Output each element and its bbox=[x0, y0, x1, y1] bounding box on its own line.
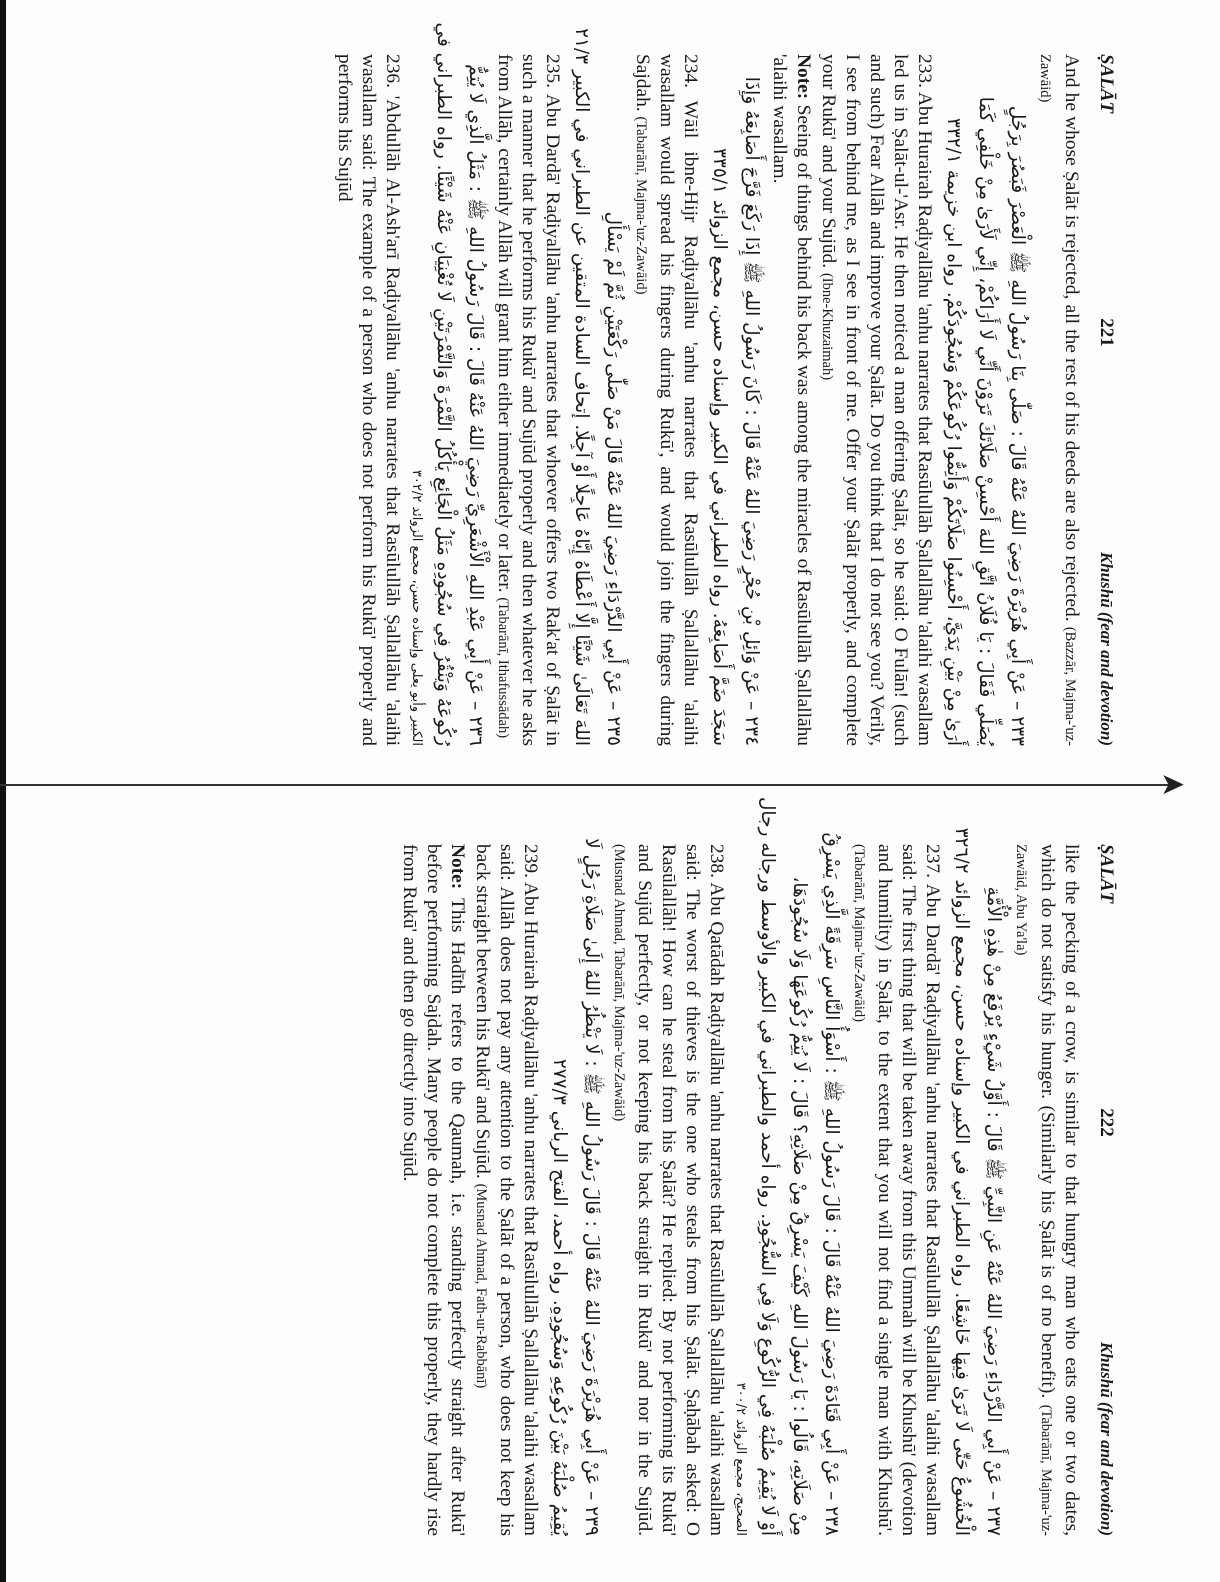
reference: (Musnad Ahmad, Fath-ur-Rabbānī) bbox=[473, 1183, 489, 1389]
arabic-source: الصحيح، مجمع الزوائد ٣٠٠/٢ bbox=[733, 1382, 748, 1536]
reference: (Tabarānī, Ithafussādah) bbox=[495, 597, 511, 739]
arabic-text: اللهَ تَعَالَىٰ شَيْئًا إِلَّا أَعْطَاهُ إِيَّاهُ عَاجِلًا أَوْ آجِلًا. إتحاف السادة المتقين عن الطبراني في الكبير ٢١/٣ bbox=[571, 28, 592, 746]
translation: 235. Abu Dardā' Raḍiyallāhu 'anhu narrates that whoever offers two Rak'at of Ṣalāt in such a manner that he performs his Rukū' and Sujūd properly and then whatever he asks from Allāh, certainly Allāh will grant him either immediately or later. (Tabarānī, Ithafussādah) bbox=[494, 54, 563, 747]
fold-arrow-icon: ➤ bbox=[1160, 767, 1186, 802]
arabic-text: سَجَدَ ضَمَّ أَصَابِعَهُ. رواه الطبراني في الكبير وإسناده حسن، مجمع الزوائد ٣٣٥/١ bbox=[709, 147, 730, 746]
arabic-text: يُصَلِّي فَقَالَ : يَا فُلَانُ اتَّقِ اللهَ أَحْسِنْ صَلَاتَكَ تَرَوْنَ أَنِّي لَا أَرَاكُمْ، إِنِّي لَأَرَىٰ مِنْ خَلْفِي كَمَا bbox=[975, 96, 996, 746]
section-title: Khushū (fear and devotion) bbox=[1097, 1341, 1116, 1536]
arabic-text: ٢٣٨ – عَنْ أَبِي قَتَادَةَ رَضِيَ اللهُ عَنْهُ قَالَ : قَالَ رَسُولُ اللهِ ﷺ : أَسْوَأُ النَّاسِ سَرِقَةً الَّذِي يَسْرِقُ bbox=[821, 832, 842, 1536]
running-head bbox=[1093, 844, 1117, 1536]
arabic-text: أَرَىٰ مِنْ بَيْنِ يَدَيَّ، أَحْسِنُوا صَلَاتَكُمْ وَأَتِمُّوا رُكُوعَكُمْ وَسُجُودَكُمْ. رواه ابن خزيمة ٣٣٢/١ bbox=[943, 117, 964, 746]
page-number: 222 bbox=[1096, 1108, 1117, 1137]
reference: (Musnad Ahmad, Tabarānī, Majma-'uz-Zawāid) bbox=[611, 844, 627, 1122]
arabic-text: ٢٣٦ – عَنْ أَبِي عَبْدِ اللهِ الْأَشْعَرِيِّ رَضِيَ اللهُ عَنْهُ قَالَ : قَالَ رَسُولُ اللهِ ﷺ : مَثَلُ الَّذِي لَا يُتِمُّ bbox=[465, 64, 486, 746]
hadith-236 bbox=[332, 22, 490, 746]
note: Note: Seeing of things behind his back was among the miracles of Rasūlullāh Ṣallallāhu 'alaihi wasallam. bbox=[769, 54, 814, 747]
reference: (Ibne-Khuzaimah) bbox=[819, 272, 835, 381]
intro-paragraph: And he whose Ṣalāt is rejected, all the rest of his deeds are also rejected. (Bazzār, Majma-'uz-Zawāid) bbox=[1037, 54, 1082, 746]
translation: 234. Wāil ibne-Hijr Raḍiyallāhu 'anhu narrates that Rasūlullāh Ṣallallāhu 'alaihi wasallam would spread his fingers during Rukū', and would join the fingers during Sajdah. (Tabarānī, Majma-'uz-Zawāid) bbox=[632, 54, 701, 746]
hadith-235 bbox=[491, 28, 628, 747]
arabic-text: أَوْ لَا يُقِيمُ صُلْبَهُ فِي الرُّكُوعِ وَلَا فِي السُّجُودِ. رواه أحمد والطبراني في الكبير والأوسط ورجاله رجال bbox=[757, 796, 778, 1536]
section-title: Khushū (fear and devotion) bbox=[1097, 551, 1116, 746]
translation: 238. Abu Qatādah Raḍiyallāhu 'anhu narrates that Rasūlullāh Ṣallallāhu 'alaihi wasallam said: The worst of thieves is the one who steals from his Ṣalāt. Ṣaḥābah asked: O Rasūlallāh! How can he steal from his Ṣalāt? He replied: By not performing its Rukū' and Sujūd perfectly, or not keeping his back straight in Rukū' and nor in the Sujūd. (Musnad Ahmad, Tabarānī, Majma-'uz-Zawāid) bbox=[611, 844, 727, 1536]
arabic-text: يُقِيمُ صُلْبَهُ بَيْنَ رُكُوعِهِ وَسُجُودِهِ. رواه أحمد، الفتح الرباني ٢٧٧/٣ bbox=[549, 1058, 570, 1536]
reference: (Tabarānī, Majma-'uz-Zawāid, Abu Ya'la) bbox=[1013, 844, 1054, 1536]
reference: (Tabarānī, Majma-'uz-Zawāid) bbox=[633, 116, 649, 295]
translation: 237. Abu Dardā' Raḍiyallāhu 'anhu narrates that Rasūlullāh Ṣallallāhu 'alaihi wasallam said: The first thing that will be taken away from this Ummah will be Khushū' (devotion and humility) in Ṣalāt, to the extent that you will not find a single man with Khushū'. (Tabarānī, Majma-'uz-Zawāid) bbox=[851, 844, 943, 1536]
arabic-text: مِنْ صَلَاتِهِ، قَالُوا : يَا رَسُولَ اللهِ كَيْفَ يَسْرِقُ مِنْ صَلَاتِهِ؟ قَالَ : لَا يُتِمُّ رُكُوعَهَا وَلَا سُجُودَهَا، bbox=[789, 876, 810, 1536]
chapter-title: ṢALĀT bbox=[1096, 54, 1117, 114]
book-page-222 bbox=[0, 796, 1125, 1580]
hadith-238 bbox=[607, 796, 846, 1536]
hadith-234 bbox=[629, 54, 766, 746]
note: Note: This Hadīth refers to the Qaumah, i.e. standing perfectly straight after Rukū' before performing Sajdah. Many people do not complete this properly, they hardly rise from Rukū' and then go directly into Sujūd. bbox=[399, 844, 468, 1537]
reference: (Bazzār, Majma-'uz-Zawāid) bbox=[1037, 54, 1078, 746]
reference: (Tabarānī, Majma-'uz-Zawāid) bbox=[851, 844, 867, 1022]
arabic-text: ٢٣٧ – عَنْ أَبِي الدَّرْدَاءِ رَضِيَ اللهُ عَنْهُ عَنِ النَّبِيِّ ﷺ قَالَ : أَوَّلُ شَيْءٍ يُرْفَعُ مِنْ هٰذِهِ الْأُمَّةِ bbox=[983, 886, 1004, 1536]
running-head bbox=[1093, 54, 1117, 746]
arabic-text: رُكُوعَهُ وَيَنْقُرُ فِي سُجُودِهِ مَثَلُ الْجَائِعِ يَأْكُلُ التَّمْرَةَ وَالتَّمْرَتَيْنِ لَا تُغْنِيَانِ عَنْهُ شَيْئًا. رواه الطبراني في bbox=[433, 22, 454, 746]
arabic-text: ٢٣٩ – عَنْ أَبِي هُرَيْرَةَ رَضِيَ اللهُ عَنْهُ قَالَ : قَالَ رَسُولُ اللهِ ﷺ : لَا يَنْظُرُ اللهُ إِلَىٰ صَلَاةِ رَجُلٍ لَا bbox=[581, 838, 602, 1536]
book-page-221 bbox=[0, 10, 1125, 790]
hadith-237 bbox=[847, 827, 1008, 1536]
translation: 239. Abu Hurairah Raḍiyallāhu 'anhu narrates that Rasūlullāh Ṣallallāhu 'alaihi wasallam said: Allāh does not pay any attention to the Ṣalāt of a person, who does not keep his back straight between his Rukū' and Sujūd. (Musnad Ahmad, Fath-ur-Rabbānī) bbox=[472, 844, 541, 1537]
arabic-text: ٢٣٣ – عَنْ أَبِي هُرَيْرَةَ رَضِيَ اللهُ عَنْهُ قَالَ : صَلّٰى بِنَا رَسُولُ اللهِ ﷺ الْعَصْرَ فَبَصُرَ بِرَجُلٍ bbox=[1007, 105, 1028, 746]
arabic-text: ٢٣٤ – عَنْ وَائِلِ بْنِ حُجْرٍ رَضِيَ اللهُ عَنْهُ قَالَ : كَانَ رَسُولُ اللهِ ﷺ إِذَا رَكَعَ فَرَّجَ أَصَابِعَهُ وَإِذَا bbox=[741, 76, 762, 746]
page-number: 221 bbox=[1096, 318, 1117, 347]
intro-paragraph: like the pecking of a crow, is similar to that hungry man who eats one or two dates, which do not satisfy his hunger. (Similarly his Ṣalāt is of no benefit). (Tabarānī, Majma-'uz-Zawāid, Abu Ya'la) bbox=[1013, 844, 1082, 1536]
hadith-233 bbox=[767, 54, 1032, 746]
arabic-source: الكبير وأبو يعلى وإسناده حسن، مجمع الزوائد ٣٠٢/٢ bbox=[409, 469, 424, 746]
chapter-title: ṢALĀT bbox=[1096, 844, 1117, 904]
arabic-text: ٢٣٥ – عَنْ أَبِي الدَّرْدَاءِ رَضِيَ اللهُ عَنْهُ قَالَ مَنْ صَلّٰى رَكْعَتَيْنِ ثُمَّ لَمْ يَسْأَلِ bbox=[603, 211, 624, 746]
translation: 236. 'Abdullāh Al-Ash'arī Raḍiyallāhu 'anhu narrates that Rasūlullāh Ṣallallāhu 'alaihi wasallam said: The example of a person who does not perform his Rukū' properly and performs his Sujūd bbox=[334, 54, 403, 746]
translation: 233. Abu Hurairah Raḍiyallāhu 'anhu narrates that Rasūlullāh Ṣallallāhu 'alaihi wasallam led us in Ṣalāt-ul-'Asr. He then noticed a man offering Ṣalāt, so he said: O Fulān! (such and such) Fear Allāh and improve your Ṣalāt. Do you think that I do not see you? Verily, I see from behind me, as I see in front of me. Offer your Ṣalāt properly, and complete your Rukū' and your Sujūd. (Ibne-Khuzaimah) bbox=[818, 54, 935, 747]
arabic-text: الْخُشُوعُ حَتّٰى لَا تَرَىٰ فِيهَا خَاشِعًا. رواه الطبراني في الكبير وإسناده حسن، مجمع الزوائد ٣٢٦/٢ bbox=[951, 827, 972, 1536]
hadith-239 bbox=[397, 838, 606, 1537]
